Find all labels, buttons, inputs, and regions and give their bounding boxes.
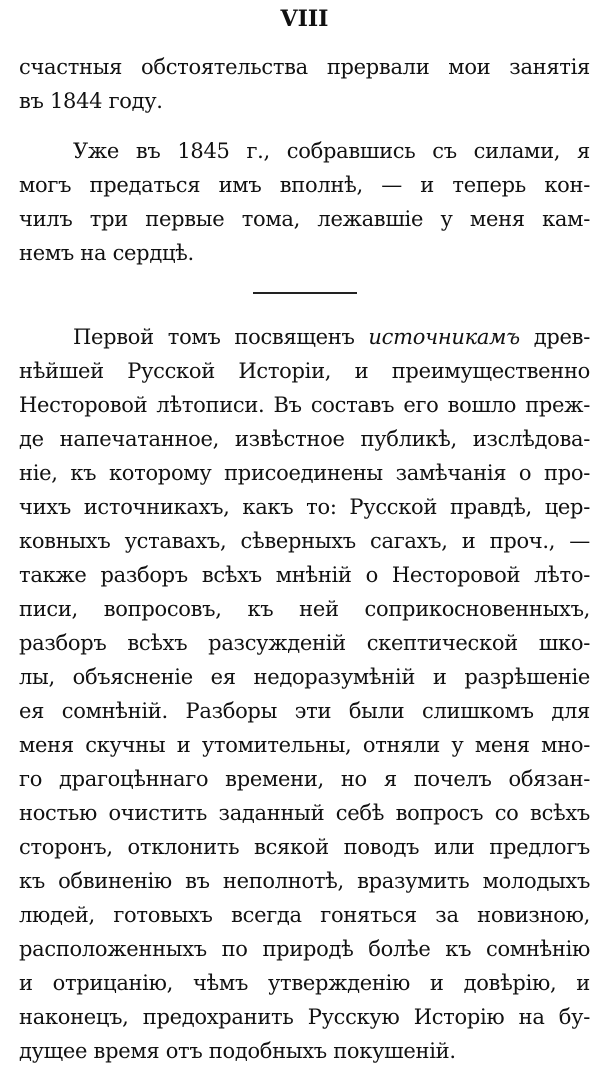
page-number: VIII [280,6,329,32]
text-line: чилъ три первые тома, лежавшіе у меня кам- [19,207,590,231]
text-line: нѣйшей Русской Исторіи, и преимущественно [19,359,590,383]
text-line: къ обвиненію въ неполнотѣ, вразумить молодыхъ [19,869,590,893]
text-line: разборъ всѣхъ разсужденій скептической шко- [19,631,590,655]
text-line [19,320,590,354]
paragraph-first-volume [19,320,590,1068]
section-divider [253,292,357,294]
text-line: Уже въ 1845 г., собравшись съ силами, я [73,139,590,163]
text-line: дущее время отъ подобныхъ покушеній. [19,1039,456,1063]
text-line: счастныя обстоятельства прервали мои занятія [19,55,590,79]
text-line: наконецъ, предохранить Русскую Исторію на бу- [19,1005,590,1029]
text-line: писи, вопросовъ, къ ней соприкосновенныхъ, [19,597,590,621]
text-line: могъ предаться имъ вполнѣ, — и теперь кон- [19,173,590,197]
text-line: немъ на сердцѣ. [19,241,194,265]
text-line: ея сомнѣній. Разборы эти были слишкомъ для [19,699,590,723]
text-run: Первой томъ посвященъ [73,325,369,349]
text-line: де напечатанное, извѣстное публикѣ, изслѣдова- [19,427,590,451]
text-line: Несторовой лѣтописи. Въ составъ его вошло преж- [19,393,590,417]
text-line: людей, готовыхъ всегда гоняться за новизною, [19,903,590,927]
text-line: го драгоцѣннаго времени, но я почелъ обязан- [19,767,590,791]
text-line: и отрицанію, чѣмъ утвержденію и довѣрію, и [19,971,590,995]
paragraph-continuation [19,50,590,118]
text-line: въ 1844 году. [19,89,163,113]
text-line: расположенныхъ по природѣ болѣе къ сомнѣнію [19,937,590,961]
italic-emphasis: источникамъ [368,325,520,349]
text-line: также разборъ всѣхъ мнѣній о Несторовой лѣто- [19,563,590,587]
text-line: меня скучны и утомительны, отняли у меня мно- [19,733,590,757]
text-line: лы, объясненіе ея недоразумѣній и разрѣшеніе [19,665,590,689]
text-run: древ- [519,325,590,349]
paragraph-1845 [19,134,590,270]
text-line: чихъ источникахъ, какъ то: Русской правдѣ, цер- [19,495,590,519]
text-line: ніе, къ которому присоединены замѣчанія о про- [19,461,590,485]
text-line: сторонъ, отклонить всякой поводъ или предлогъ [19,835,590,859]
text-line: ностью очистить заданный себѣ вопросъ со всѣхъ [19,801,590,825]
text-line: ковныхъ уставахъ, сѣверныхъ сагахъ, и проч., — [19,529,590,553]
